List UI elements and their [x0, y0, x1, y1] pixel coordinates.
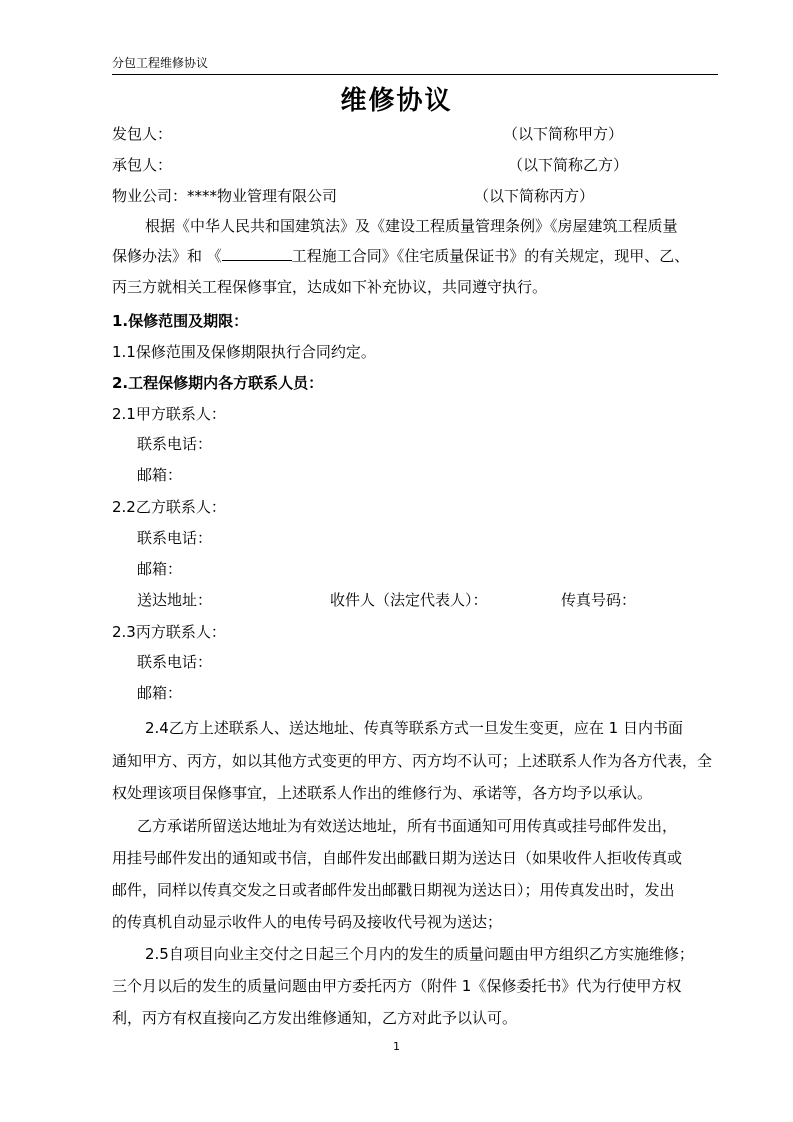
intro-line-3: 丙三方就相关工程保修事宜，达成如下补充协议，共同遵守执行。 [112, 278, 548, 296]
section-1-item-1: 1.1保修范围及保修期限执行合同约定。 [112, 343, 376, 361]
fax-label: 传真号码： [561, 591, 637, 609]
page-number: 1 [393, 1040, 400, 1053]
para-2-4-line-3: 权处理该项目保修事宜，上述联系人作出的维修行为、承诺等，各方均予以承认。 [112, 784, 653, 802]
party-a-email: 邮箱： [137, 466, 183, 484]
blank-underline [222, 246, 292, 261]
intro-line-2 [112, 246, 689, 266]
para-2-5-line-2: 三个月以后的发生的质量问题由甲方委托丙方（附件 1《保修委托书》代为行使甲方权 [112, 977, 682, 995]
commit-line-2: 用挂号邮件发出的通知或书信，自邮件发出邮戳日期为送达日（如果收件人拒收传真或 [112, 849, 683, 867]
intro-line-2b: 工程施工合同》《住宅质量保证书》的有关规定，现甲、乙、 [291, 247, 690, 265]
para-2-5-line-1: 2.5自项目向业主交付之日起三个月内的发生的质量问题由甲方组织乙方实施维修； [145, 945, 694, 963]
delivery-address: 送达地址： [137, 591, 213, 609]
party-a-phone: 联系电话： [137, 435, 213, 453]
party-b-note: （以下简称乙方） [508, 156, 629, 174]
commit-line-3: 邮件，同样以传真交发之日或者邮件发出邮戳日期视为送达日）；用传真发出时，发出 [112, 881, 675, 899]
section-2-heading: 2.工程保修期内各方联系人员： [112, 374, 324, 392]
recipient-label: 收件人（法定代表人）： [330, 591, 488, 609]
party-b-label: 承包人： [112, 156, 173, 174]
intro-line-1: 根据《中华人民共和国建筑法》及《建设工程质量管理条例》《房屋建筑工程质量 [145, 217, 678, 235]
party-c-contact: 2.3丙方联系人： [112, 623, 226, 641]
commit-line-4: 的传真机自动显示收件人的电传号码及接收代号视为送达； [112, 913, 503, 931]
section-1-heading: 1.保修范围及期限： [112, 312, 249, 330]
party-c-note: （以下简称丙方） [474, 187, 595, 205]
para-2-5-line-3: 利，丙方有权直接向乙方发出维修通知，乙方对此予以认可。 [112, 1009, 518, 1027]
intro-line-2a: 保修办法》和 《 [112, 247, 222, 265]
commit-line-1: 乙方承诺所留送达地址为有效送达地址，所有书面通知可用传真或挂号邮件发出， [137, 817, 678, 835]
party-c-email: 邮箱： [137, 684, 183, 702]
para-2-4-line-1: 2.4乙方上述联系人、送达地址、传真等联系方式一旦发生变更，应在 1 日内书面 [145, 719, 683, 737]
party-b-phone: 联系电话： [137, 529, 213, 547]
party-c-phone: 联系电话： [137, 653, 213, 671]
party-b-email: 邮箱： [137, 560, 183, 578]
party-c-label: 物业公司：****物业管理有限公司 [112, 187, 338, 205]
page-header: 分包工程维修协议 [112, 56, 718, 75]
document-title: 维修协议 [340, 86, 453, 116]
party-a-label: 发包人： [112, 125, 173, 143]
para-2-4-line-2: 通知甲方、丙方，如以其他方式变更的甲方、丙方均不认可；上述联系人作为各方代表，全 [112, 752, 713, 770]
party-a-note: （以下简称甲方） [503, 125, 624, 143]
party-a-contact: 2.1甲方联系人： [112, 405, 226, 423]
party-b-contact: 2.2乙方联系人： [112, 498, 226, 516]
